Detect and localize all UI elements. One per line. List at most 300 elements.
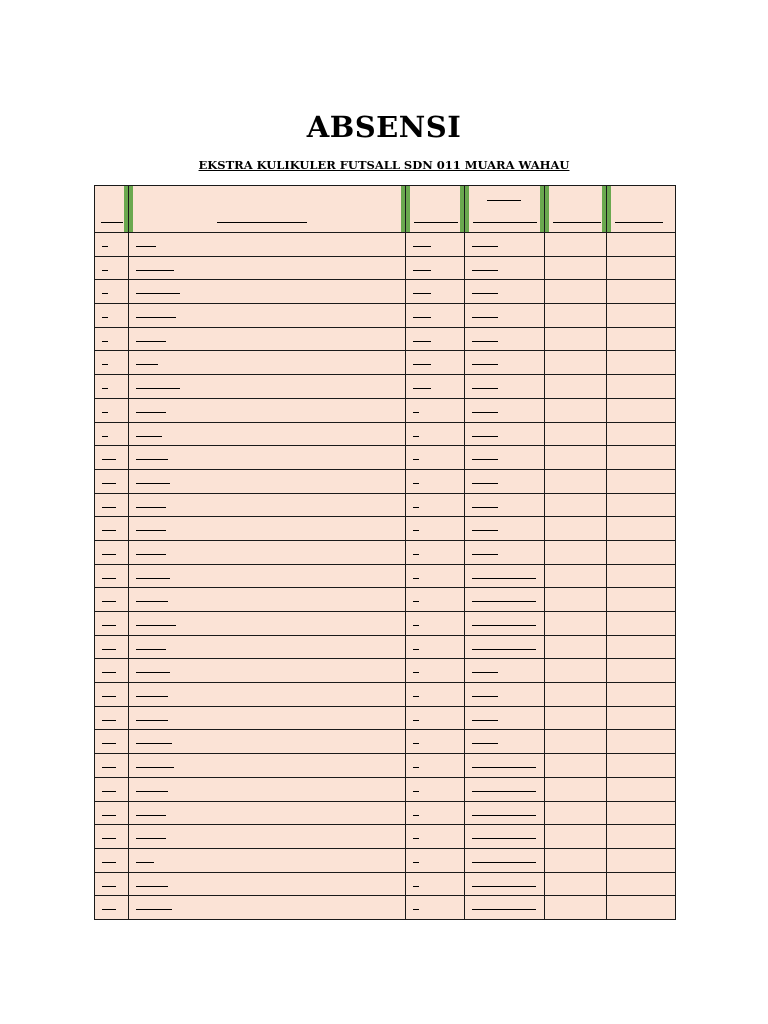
redacted-text bbox=[102, 293, 108, 294]
table-cell bbox=[95, 351, 129, 375]
table-cell bbox=[465, 375, 545, 399]
redacted-text bbox=[413, 791, 419, 792]
table-cell bbox=[545, 706, 607, 730]
table-cell bbox=[95, 469, 129, 493]
header-accent bbox=[124, 186, 128, 232]
redacted-text bbox=[615, 222, 663, 223]
table-row bbox=[95, 398, 676, 422]
header-cell bbox=[545, 186, 607, 233]
table-row bbox=[95, 777, 676, 801]
redacted-text bbox=[102, 578, 116, 579]
table-cell bbox=[465, 233, 545, 257]
redacted-text bbox=[136, 364, 158, 365]
page-subtitle: EKSTRA KULIKULER FUTSALL SDN 011 MUARA WAHAU bbox=[198, 158, 570, 172]
table-cell bbox=[129, 754, 406, 778]
redacted-text bbox=[472, 578, 536, 579]
table-cell bbox=[607, 256, 676, 280]
table-cell bbox=[465, 422, 545, 446]
redacted-text bbox=[102, 364, 108, 365]
table-cell bbox=[406, 469, 465, 493]
table-cell bbox=[465, 777, 545, 801]
table-cell bbox=[95, 540, 129, 564]
table-cell bbox=[406, 801, 465, 825]
table-cell bbox=[406, 612, 465, 636]
redacted-text bbox=[413, 412, 419, 413]
redacted-text bbox=[102, 601, 116, 602]
table-cell bbox=[465, 469, 545, 493]
redacted-text bbox=[136, 293, 180, 294]
header-accent bbox=[545, 186, 549, 232]
table-cell bbox=[95, 304, 129, 328]
redacted-text bbox=[413, 672, 419, 673]
table-cell bbox=[95, 256, 129, 280]
header-accent bbox=[460, 186, 464, 232]
redacted-text bbox=[102, 791, 116, 792]
header-cell bbox=[95, 186, 129, 233]
table-cell bbox=[465, 517, 545, 541]
table-cell bbox=[129, 777, 406, 801]
redacted-text bbox=[136, 838, 166, 839]
table-cell bbox=[607, 446, 676, 470]
table-cell bbox=[406, 517, 465, 541]
table-cell bbox=[406, 351, 465, 375]
table-cell bbox=[465, 659, 545, 683]
redacted-text bbox=[136, 530, 166, 531]
table-cell bbox=[607, 848, 676, 872]
redacted-text bbox=[102, 412, 108, 413]
table-cell bbox=[607, 659, 676, 683]
table-cell bbox=[129, 848, 406, 872]
redacted-text bbox=[413, 886, 419, 887]
table-cell bbox=[607, 469, 676, 493]
table-cell bbox=[607, 777, 676, 801]
redacted-text bbox=[553, 222, 601, 223]
table-cell bbox=[465, 872, 545, 896]
table-row bbox=[95, 327, 676, 351]
table-cell bbox=[129, 683, 406, 707]
table-cell bbox=[545, 730, 607, 754]
table-cell bbox=[129, 422, 406, 446]
redacted-text bbox=[102, 767, 116, 768]
table-cell bbox=[129, 280, 406, 304]
table-cell bbox=[129, 801, 406, 825]
redacted-text bbox=[102, 625, 116, 626]
table-cell bbox=[95, 375, 129, 399]
table-cell bbox=[129, 327, 406, 351]
header-cell bbox=[465, 186, 545, 233]
table-row bbox=[95, 540, 676, 564]
redacted-text bbox=[413, 696, 419, 697]
table-cell bbox=[545, 351, 607, 375]
redacted-text bbox=[472, 364, 498, 365]
table-cell bbox=[545, 327, 607, 351]
redacted-text bbox=[136, 412, 166, 413]
table-cell bbox=[129, 896, 406, 920]
table-cell bbox=[406, 896, 465, 920]
table-cell bbox=[129, 233, 406, 257]
redacted-text bbox=[472, 886, 536, 887]
header-accent bbox=[465, 186, 469, 232]
table-cell bbox=[465, 896, 545, 920]
table-cell bbox=[465, 635, 545, 659]
redacted-text bbox=[413, 246, 431, 247]
redacted-text bbox=[413, 862, 419, 863]
redacted-text bbox=[413, 436, 419, 437]
redacted-text bbox=[487, 200, 521, 201]
redacted-text bbox=[136, 696, 168, 697]
table-cell bbox=[406, 446, 465, 470]
table-row bbox=[95, 801, 676, 825]
table-cell bbox=[129, 351, 406, 375]
table-row bbox=[95, 612, 676, 636]
redacted-text bbox=[136, 791, 168, 792]
header-cell bbox=[607, 186, 676, 233]
table-cell bbox=[465, 801, 545, 825]
table-cell bbox=[406, 304, 465, 328]
table-row bbox=[95, 825, 676, 849]
redacted-text bbox=[413, 815, 419, 816]
table-cell bbox=[465, 588, 545, 612]
table-cell bbox=[465, 848, 545, 872]
table-cell bbox=[545, 635, 607, 659]
table-cell bbox=[545, 256, 607, 280]
table-cell bbox=[607, 706, 676, 730]
table-cell bbox=[545, 896, 607, 920]
table-cell bbox=[129, 304, 406, 328]
table-cell bbox=[95, 233, 129, 257]
table-cell bbox=[607, 825, 676, 849]
table-cell bbox=[545, 304, 607, 328]
table-cell bbox=[545, 422, 607, 446]
redacted-text bbox=[472, 507, 498, 508]
redacted-text bbox=[136, 672, 170, 673]
table-cell bbox=[465, 446, 545, 470]
redacted-text bbox=[102, 436, 108, 437]
table-row bbox=[95, 635, 676, 659]
table-cell bbox=[406, 233, 465, 257]
table-cell bbox=[545, 848, 607, 872]
redacted-text bbox=[136, 317, 176, 318]
table-cell bbox=[129, 659, 406, 683]
table-row bbox=[95, 564, 676, 588]
table-cell bbox=[545, 233, 607, 257]
table-cell bbox=[129, 256, 406, 280]
table-cell bbox=[406, 872, 465, 896]
table-cell bbox=[129, 469, 406, 493]
redacted-text bbox=[136, 554, 166, 555]
table-row bbox=[95, 706, 676, 730]
table-cell bbox=[607, 730, 676, 754]
redacted-text bbox=[413, 293, 431, 294]
table-cell bbox=[406, 777, 465, 801]
redacted-text bbox=[472, 317, 498, 318]
redacted-text bbox=[102, 270, 108, 271]
table-row bbox=[95, 659, 676, 683]
table-cell bbox=[465, 540, 545, 564]
redacted-text bbox=[136, 507, 166, 508]
table-cell bbox=[607, 612, 676, 636]
redacted-text bbox=[413, 364, 431, 365]
redacted-text bbox=[472, 649, 536, 650]
redacted-text bbox=[472, 388, 498, 389]
redacted-text bbox=[472, 412, 498, 413]
table-cell bbox=[406, 730, 465, 754]
table-cell bbox=[406, 706, 465, 730]
table-cell bbox=[545, 446, 607, 470]
redacted-text bbox=[413, 743, 419, 744]
table-cell bbox=[406, 635, 465, 659]
table-cell bbox=[406, 375, 465, 399]
table-cell bbox=[129, 375, 406, 399]
table-cell bbox=[95, 896, 129, 920]
redacted-text bbox=[102, 317, 108, 318]
table-cell bbox=[465, 730, 545, 754]
redacted-text bbox=[472, 743, 498, 744]
table-cell bbox=[607, 683, 676, 707]
table-row bbox=[95, 683, 676, 707]
table-cell bbox=[545, 612, 607, 636]
table-cell bbox=[129, 493, 406, 517]
redacted-text bbox=[136, 388, 180, 389]
redacted-text bbox=[413, 601, 419, 602]
redacted-text bbox=[472, 696, 498, 697]
table-cell bbox=[406, 422, 465, 446]
redacted-text bbox=[472, 554, 498, 555]
table-cell bbox=[545, 777, 607, 801]
header-cell bbox=[406, 186, 465, 233]
redacted-text bbox=[102, 246, 108, 247]
table-row bbox=[95, 304, 676, 328]
header-accent bbox=[401, 186, 405, 232]
table-cell bbox=[95, 280, 129, 304]
redacted-text bbox=[472, 459, 498, 460]
redacted-text bbox=[472, 909, 536, 910]
table-cell bbox=[607, 493, 676, 517]
table-cell bbox=[129, 730, 406, 754]
table-cell bbox=[129, 588, 406, 612]
table-cell bbox=[129, 612, 406, 636]
redacted-text bbox=[102, 743, 116, 744]
table-cell bbox=[129, 540, 406, 564]
table-cell bbox=[95, 398, 129, 422]
table-cell bbox=[465, 706, 545, 730]
redacted-text bbox=[472, 815, 536, 816]
redacted-text bbox=[102, 815, 116, 816]
table-cell bbox=[129, 564, 406, 588]
table-cell bbox=[545, 564, 607, 588]
redacted-text bbox=[414, 222, 458, 223]
table-cell bbox=[406, 588, 465, 612]
table-cell bbox=[545, 280, 607, 304]
table-cell bbox=[95, 635, 129, 659]
table-cell bbox=[406, 659, 465, 683]
redacted-text bbox=[413, 270, 431, 271]
table-cell bbox=[607, 351, 676, 375]
redacted-text bbox=[136, 459, 168, 460]
table-cell bbox=[95, 493, 129, 517]
table-cell bbox=[607, 422, 676, 446]
table-cell bbox=[95, 327, 129, 351]
table-cell bbox=[545, 659, 607, 683]
redacted-text bbox=[472, 862, 536, 863]
redacted-text bbox=[472, 625, 536, 626]
table-row bbox=[95, 848, 676, 872]
redacted-text bbox=[472, 341, 498, 342]
table-cell bbox=[545, 398, 607, 422]
table-row bbox=[95, 422, 676, 446]
table-row bbox=[95, 375, 676, 399]
attendance-table bbox=[94, 185, 676, 920]
header-accent bbox=[129, 186, 133, 232]
header-accent bbox=[540, 186, 544, 232]
table-row bbox=[95, 280, 676, 304]
table-cell bbox=[129, 398, 406, 422]
table-cell bbox=[607, 517, 676, 541]
table-row bbox=[95, 493, 676, 517]
redacted-text bbox=[136, 483, 170, 484]
redacted-text bbox=[136, 862, 154, 863]
header-accent bbox=[607, 186, 611, 232]
table-cell bbox=[129, 446, 406, 470]
table-cell bbox=[465, 327, 545, 351]
table-cell bbox=[406, 848, 465, 872]
table-cell bbox=[406, 754, 465, 778]
redacted-text bbox=[102, 672, 116, 673]
table-cell bbox=[607, 304, 676, 328]
header-cell bbox=[129, 186, 406, 233]
redacted-text bbox=[136, 815, 166, 816]
table-cell bbox=[607, 327, 676, 351]
redacted-text bbox=[136, 601, 168, 602]
table-cell bbox=[129, 706, 406, 730]
table-cell bbox=[129, 517, 406, 541]
redacted-text bbox=[102, 341, 108, 342]
table-cell bbox=[129, 635, 406, 659]
table-cell bbox=[95, 801, 129, 825]
redacted-text bbox=[413, 578, 419, 579]
redacted-text bbox=[413, 838, 419, 839]
table-cell bbox=[465, 256, 545, 280]
page-title: ABSENSI bbox=[306, 110, 462, 144]
redacted-text bbox=[136, 886, 168, 887]
redacted-text bbox=[102, 483, 116, 484]
table-cell bbox=[406, 493, 465, 517]
table-cell bbox=[607, 588, 676, 612]
table-cell bbox=[465, 825, 545, 849]
table-cell bbox=[545, 588, 607, 612]
redacted-text bbox=[102, 507, 116, 508]
redacted-text bbox=[472, 293, 498, 294]
table-cell bbox=[95, 777, 129, 801]
table-cell bbox=[406, 825, 465, 849]
table-cell bbox=[129, 825, 406, 849]
redacted-text bbox=[102, 696, 116, 697]
redacted-text bbox=[102, 388, 108, 389]
redacted-text bbox=[472, 791, 536, 792]
table-cell bbox=[607, 635, 676, 659]
redacted-text bbox=[136, 270, 174, 271]
redacted-text bbox=[413, 317, 431, 318]
redacted-text bbox=[102, 649, 116, 650]
table-cell bbox=[607, 398, 676, 422]
redacted-text bbox=[413, 388, 431, 389]
table-cell bbox=[406, 327, 465, 351]
table-row bbox=[95, 446, 676, 470]
table-cell bbox=[129, 872, 406, 896]
table-cell bbox=[607, 872, 676, 896]
table-cell bbox=[95, 683, 129, 707]
redacted-text bbox=[472, 601, 536, 602]
table-cell bbox=[465, 280, 545, 304]
table-cell bbox=[95, 659, 129, 683]
redacted-text bbox=[413, 625, 419, 626]
table-cell bbox=[465, 493, 545, 517]
redacted-text bbox=[102, 886, 116, 887]
redacted-text bbox=[413, 459, 419, 460]
redacted-text bbox=[413, 530, 419, 531]
redacted-text bbox=[217, 222, 307, 223]
table-row bbox=[95, 754, 676, 778]
redacted-text bbox=[472, 246, 498, 247]
redacted-text bbox=[102, 862, 116, 863]
redacted-text bbox=[101, 222, 123, 223]
redacted-text bbox=[136, 909, 172, 910]
redacted-text bbox=[136, 246, 156, 247]
header-accent bbox=[602, 186, 606, 232]
redacted-text bbox=[413, 720, 419, 721]
redacted-text bbox=[413, 507, 419, 508]
table-cell bbox=[95, 872, 129, 896]
table-cell bbox=[95, 612, 129, 636]
redacted-text bbox=[136, 625, 176, 626]
redacted-text bbox=[472, 767, 536, 768]
table-cell bbox=[545, 754, 607, 778]
table-cell bbox=[406, 540, 465, 564]
table-cell bbox=[95, 730, 129, 754]
table-cell bbox=[607, 375, 676, 399]
redacted-text bbox=[102, 838, 116, 839]
table-row bbox=[95, 588, 676, 612]
table-cell bbox=[545, 683, 607, 707]
redacted-text bbox=[472, 436, 498, 437]
redacted-text bbox=[102, 720, 116, 721]
table-row bbox=[95, 469, 676, 493]
table-header-row bbox=[95, 186, 676, 233]
table-cell bbox=[95, 706, 129, 730]
redacted-text bbox=[472, 530, 498, 531]
redacted-text bbox=[136, 743, 172, 744]
redacted-text bbox=[413, 554, 419, 555]
table-cell bbox=[607, 564, 676, 588]
redacted-text bbox=[102, 530, 116, 531]
table-cell bbox=[465, 398, 545, 422]
table-cell bbox=[607, 754, 676, 778]
table-cell bbox=[545, 469, 607, 493]
redacted-text bbox=[136, 578, 170, 579]
table-cell bbox=[545, 801, 607, 825]
redacted-text bbox=[136, 341, 166, 342]
table-cell bbox=[545, 517, 607, 541]
redacted-text bbox=[472, 270, 498, 271]
table-row bbox=[95, 517, 676, 541]
table-cell bbox=[607, 896, 676, 920]
table-cell bbox=[607, 540, 676, 564]
table-cell bbox=[607, 801, 676, 825]
table-cell bbox=[406, 683, 465, 707]
table-cell bbox=[465, 683, 545, 707]
table-cell bbox=[545, 493, 607, 517]
redacted-text bbox=[102, 909, 116, 910]
